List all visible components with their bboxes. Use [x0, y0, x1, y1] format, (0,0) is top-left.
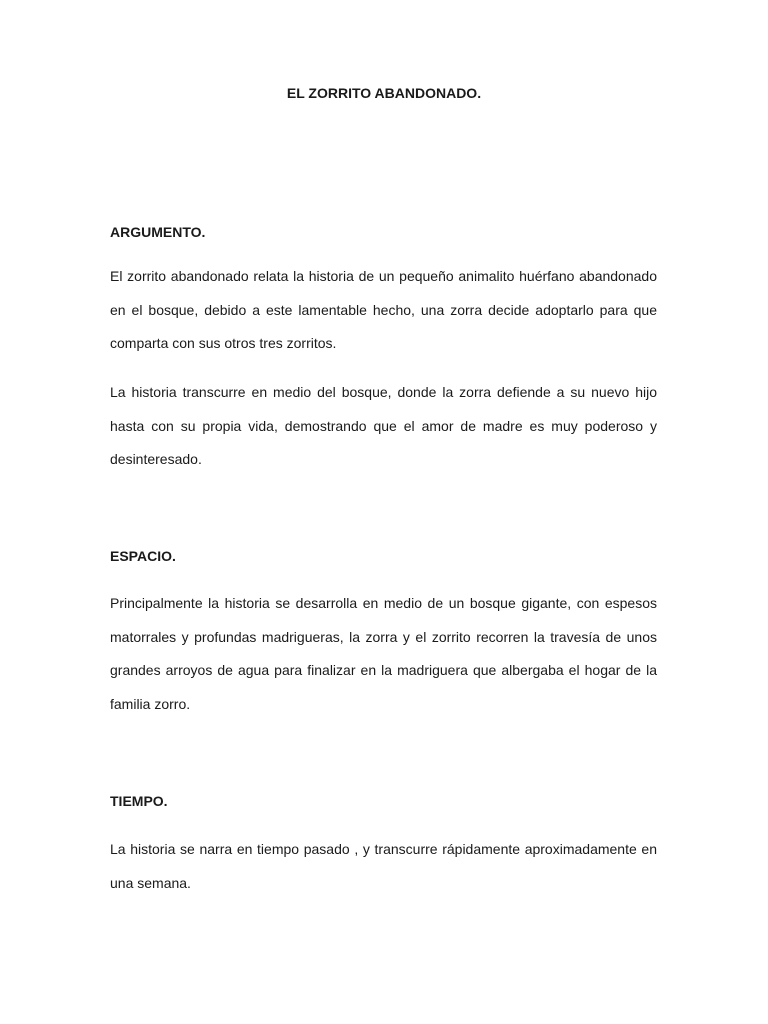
paragraph-argumento-2: La historia transcurre en medio del bosque, donde la zorra defiende a su nuevo hijo hasta con su propia vida, demostrando que el amor de madre es muy poderoso y desinteresado.	[110, 384, 657, 467]
document-title: EL ZORRITO ABANDONADO.	[286, 85, 482, 101]
section-heading-argumento: ARGUMENTO.	[110, 224, 206, 240]
section-heading-espacio: ESPACIO.	[110, 548, 176, 564]
paragraph-espacio-1: Principalmente la historia se desarrolla en medio de un bosque gigante, con espesos matorrales y profundas madrigueras, la zorra y el zorrito recorren la travesía de unos grandes arroyos de agua para finalizar en la madriguera que albergaba el hogar de la familia zorro.	[110, 595, 657, 712]
paragraph-argumento-1: El zorrito abandonado relata la historia de un pequeño animalito huérfano abandonado en el bosque, debido a este lamentable hecho, una zorra decide adoptarlo para que comparta con sus otros tres zorritos.	[110, 268, 657, 351]
paragraph-tiempo-1: La historia se narra en tiempo pasado , y transcurre rápidamente aproximadamente en una semana.	[110, 841, 657, 891]
section-heading-tiempo: TIEMPO.	[110, 793, 168, 809]
